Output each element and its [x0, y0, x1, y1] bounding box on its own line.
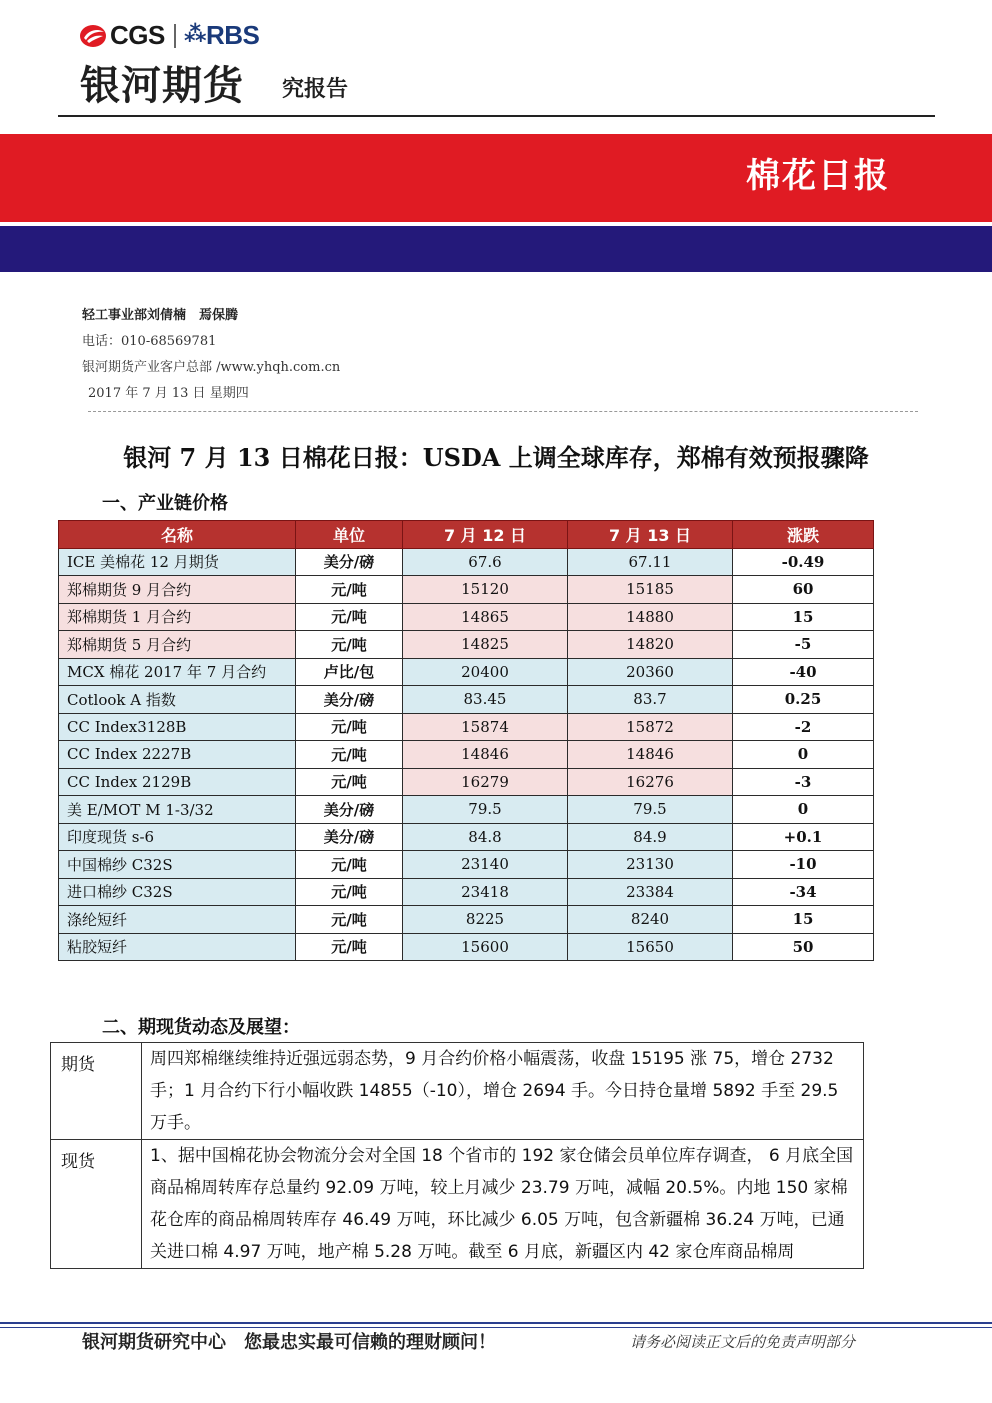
row-name-cell: 郑棉期货 1 月合约	[59, 603, 296, 631]
footer-slogan: 银河期货研究中心 您最忠实最可信赖的理财顾问！	[82, 1332, 496, 1353]
report-type: 究报告	[282, 77, 349, 102]
row-unit-cell: 美分/磅	[296, 823, 403, 851]
website-link[interactable]: 银河期货产业客户总部 /www.yhqh.com.cn	[82, 360, 341, 375]
row-jul12-cell: 83.45	[403, 686, 568, 714]
row-unit-cell: 元/吨	[296, 631, 403, 659]
row-jul13-cell: 14820	[568, 631, 733, 659]
row-jul12-cell: 20400	[403, 658, 568, 686]
row-name-cell: 印度现货 s-6	[59, 823, 296, 851]
row-jul13-cell: 14846	[568, 741, 733, 769]
row-change-cell: -2	[733, 713, 874, 741]
row-jul12-cell: 15874	[403, 713, 568, 741]
row-jul12-cell: 79.5	[403, 796, 568, 824]
table-row	[59, 796, 874, 824]
row-unit-cell: 元/吨	[296, 741, 403, 769]
row-name-cell: 进口棉纱 C32S	[59, 878, 296, 906]
row-name-cell: CC Index3128B	[59, 713, 296, 741]
futures-label: 期货	[51, 1043, 142, 1140]
row-name-cell: 粘胶短纤	[59, 933, 296, 961]
row-unit-cell: 元/吨	[296, 768, 403, 796]
row-name-cell: MCX 棉花 2017 年 7 月合约	[59, 658, 296, 686]
table-row	[59, 631, 874, 659]
row-jul13-cell: 79.5	[568, 796, 733, 824]
row-unit-cell: 美分/磅	[296, 686, 403, 714]
logo-separator	[174, 24, 176, 48]
table-row	[59, 768, 874, 796]
row-jul13-cell: 67.11	[568, 548, 733, 576]
footer-disclaimer-note: 请务必阅读正文后的免责声明部分	[630, 1333, 856, 1351]
table-row	[51, 1043, 864, 1140]
row-name-cell: ICE 美棉花 12 月期货	[59, 548, 296, 576]
table-row	[59, 823, 874, 851]
phone: 电话：010-68569781	[82, 334, 217, 349]
row-change-cell: 0	[733, 796, 874, 824]
rbs-logo-icon: ⁂	[184, 22, 207, 47]
row-change-cell: 15	[733, 906, 874, 934]
spot-text: 1、据中国棉花协会物流分会对全国 18 个省市的 192 家仓储会员单位库存调查， 6 月底全国商品棉周转库存总量约 92.09 万吨，较上月减少 23.79 万吨，减幅 20.5%。内地 150 家棉花仓库的商品棉周转库存 46.49 万吨，环比减少 6.05 万吨，包含新疆棉 36.24 万吨，已通关进口棉 4.97 万吨，地产棉 5.28 万吨。截至 6 月底，新疆区内 42 家仓库商品棉周	[142, 1140, 864, 1269]
table-row	[51, 1140, 864, 1269]
table-row	[59, 933, 874, 961]
header-divider	[58, 115, 935, 117]
row-unit-cell: 元/吨	[296, 933, 403, 961]
row-jul13-cell: 23130	[568, 851, 733, 879]
row-change-cell: +0.1	[733, 823, 874, 851]
row-change-cell: 50	[733, 933, 874, 961]
row-name-cell: 郑棉期货 5 月合约	[59, 631, 296, 659]
table-row	[59, 686, 874, 714]
row-name-cell: Cotlook A 指数	[59, 686, 296, 714]
col-header-jul12: 7 月 12 日	[403, 521, 568, 549]
col-header-name: 名称	[59, 521, 296, 549]
row-unit-cell: 卢比/包	[296, 658, 403, 686]
table-row	[59, 713, 874, 741]
row-jul12-cell: 23140	[403, 851, 568, 879]
row-jul13-cell: 14880	[568, 603, 733, 631]
row-unit-cell: 元/吨	[296, 603, 403, 631]
logo-cgs-text: CGS	[110, 20, 165, 50]
table-header-row	[59, 521, 874, 549]
row-change-cell: -3	[733, 768, 874, 796]
row-name-cell: CC Index 2227B	[59, 741, 296, 769]
price-table	[58, 520, 874, 961]
table-row	[59, 548, 874, 576]
row-change-cell: 0	[733, 741, 874, 769]
table-row	[59, 906, 874, 934]
row-change-cell: 60	[733, 576, 874, 604]
section-title-prices: 一、产业链价格	[102, 493, 228, 514]
dashed-divider	[88, 411, 918, 412]
row-jul12-cell: 14846	[403, 741, 568, 769]
row-jul12-cell: 14865	[403, 603, 568, 631]
row-name-cell: CC Index 2129B	[59, 768, 296, 796]
row-jul12-cell: 16279	[403, 768, 568, 796]
futures-text: 周四郑棉继续维持近强远弱态势，9 月合约价格小幅震荡，收盘 15195 涨 75，增仓 2732 手；1 月合约下行小幅收跌 14855（-10），增仓 2694 手。今日持仓量增 5892 手至 29.5 万手。	[142, 1043, 864, 1140]
company-name: 银河期货	[80, 63, 244, 109]
dynamics-table	[50, 1042, 864, 1269]
row-unit-cell: 元/吨	[296, 713, 403, 741]
table-row	[59, 851, 874, 879]
row-jul13-cell: 15650	[568, 933, 733, 961]
row-unit-cell: 元/吨	[296, 906, 403, 934]
row-jul13-cell: 16276	[568, 768, 733, 796]
row-change-cell: 15	[733, 603, 874, 631]
row-jul13-cell: 83.7	[568, 686, 733, 714]
row-jul12-cell: 8225	[403, 906, 568, 934]
row-name-cell: 涤纶短纤	[59, 906, 296, 934]
blue-band	[0, 226, 992, 272]
section-title-dynamics: 二、期现货动态及展望：	[102, 1017, 300, 1038]
row-name-cell: 郑棉期货 9 月合约	[59, 576, 296, 604]
row-jul13-cell: 8240	[568, 906, 733, 934]
row-change-cell: -40	[733, 658, 874, 686]
row-jul13-cell: 84.9	[568, 823, 733, 851]
row-jul13-cell: 15185	[568, 576, 733, 604]
col-header-unit: 单位	[296, 521, 403, 549]
row-name-cell: 美 E/MOT M 1-3/32	[59, 796, 296, 824]
row-jul12-cell: 23418	[403, 878, 568, 906]
cgs-logo-icon	[78, 22, 108, 50]
row-unit-cell: 元/吨	[296, 576, 403, 604]
row-jul13-cell: 20360	[568, 658, 733, 686]
col-header-jul13: 7 月 13 日	[568, 521, 733, 549]
row-unit-cell: 美分/磅	[296, 796, 403, 824]
table-row	[59, 878, 874, 906]
spot-label: 现货	[51, 1140, 142, 1269]
row-jul12-cell: 14825	[403, 631, 568, 659]
footer-rule	[0, 1322, 992, 1324]
row-unit-cell: 元/吨	[296, 878, 403, 906]
logo-rbs-text: RBS	[206, 20, 260, 50]
table-row	[59, 603, 874, 631]
row-unit-cell: 元/吨	[296, 851, 403, 879]
row-jul12-cell: 84.8	[403, 823, 568, 851]
band-title: 棉花日报	[746, 156, 890, 196]
row-change-cell: -0.49	[733, 548, 874, 576]
row-unit-cell: 美分/磅	[296, 548, 403, 576]
row-jul12-cell: 15120	[403, 576, 568, 604]
row-jul12-cell: 15600	[403, 933, 568, 961]
row-change-cell: -10	[733, 851, 874, 879]
table-row	[59, 658, 874, 686]
document-title: 银河 7 月 13 日棉花日报：USDA 上调全球库存，郑棉有效预报骤降	[123, 443, 869, 472]
row-name-cell: 中国棉纱 C32S	[59, 851, 296, 879]
col-header-change: 涨跌	[733, 521, 874, 549]
row-jul13-cell: 15872	[568, 713, 733, 741]
row-change-cell: -5	[733, 631, 874, 659]
table-row	[59, 741, 874, 769]
row-jul13-cell: 23384	[568, 878, 733, 906]
table-row	[59, 576, 874, 604]
row-change-cell: -34	[733, 878, 874, 906]
row-change-cell: 0.25	[733, 686, 874, 714]
row-jul12-cell: 67.6	[403, 548, 568, 576]
authors: 轻工事业部刘倩楠 焉保腾	[82, 308, 239, 323]
report-date: 2017 年 7 月 13 日 星期四	[88, 386, 249, 401]
